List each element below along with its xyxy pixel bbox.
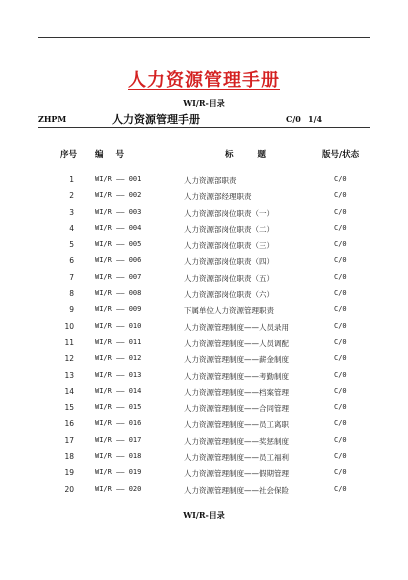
row-title: 人力资源管理制度——奖惩制度 <box>184 436 289 446</box>
table-row <box>38 273 370 289</box>
table-row <box>38 322 370 338</box>
row-code: WI/R —— 011 <box>95 337 142 346</box>
row-version: C/0 <box>334 256 347 265</box>
row-number: 1 <box>69 175 74 184</box>
row-version: C/0 <box>334 223 347 232</box>
row-code: WI/R —— 019 <box>95 468 142 477</box>
row-number: 7 <box>69 272 74 282</box>
row-version: C/0 <box>334 305 347 314</box>
row-number: 6 <box>69 256 74 266</box>
table-row <box>38 354 370 370</box>
row-number: 10 <box>64 321 74 331</box>
row-version: C/0 <box>334 435 347 444</box>
row-title: 人力资源管理制度——人员调配 <box>184 338 289 348</box>
row-title: 下属单位人力资源管理职责 <box>184 306 274 316</box>
row-version: C/0 <box>334 419 347 428</box>
row-title: 人力资源管理制度——考勤制度 <box>184 371 289 381</box>
row-title: 人力资源部职责 <box>184 176 237 185</box>
row-number: 19 <box>64 468 74 478</box>
row-code: WI/R —— 007 <box>95 272 142 281</box>
row-title: 人力资源管理制度——合同管理 <box>184 404 289 414</box>
row-version: C/0 <box>334 484 347 493</box>
row-number: 2 <box>69 191 74 201</box>
document-title: 人力资源管理手册 <box>128 70 280 91</box>
table-row <box>38 305 370 321</box>
row-title: 人力资源部岗位职责（二） <box>184 224 274 234</box>
table-row <box>38 468 370 484</box>
row-title: 人力资源管理制度——人员录用 <box>184 322 289 332</box>
table-row <box>38 338 370 354</box>
table-row <box>38 452 370 468</box>
company-code: ZHPM <box>38 114 67 124</box>
table-row <box>38 387 370 403</box>
toc-header-row <box>38 148 370 162</box>
header-rule <box>38 127 370 128</box>
row-number: 8 <box>69 289 74 299</box>
table-row <box>38 419 370 435</box>
row-version: C/0 <box>334 175 347 183</box>
row-title: 人力资源部岗位职责（一） <box>184 208 274 218</box>
row-number: 5 <box>69 240 74 250</box>
document-header <box>38 111 370 125</box>
row-code: WI/R —— 018 <box>95 452 142 461</box>
footer-document-code: WI/R-目录 <box>183 510 225 520</box>
row-version: C/0 <box>334 240 347 249</box>
top-rule <box>38 37 370 38</box>
row-code: WI/R —— 005 <box>95 240 142 249</box>
row-title: 人力资源管理制度——薪金制度 <box>184 355 289 365</box>
row-number: 15 <box>64 403 74 413</box>
row-version: C/0 <box>334 337 347 346</box>
row-title: 人力资源部岗位职责（五） <box>184 273 274 283</box>
row-version: C/0 <box>334 272 347 281</box>
row-version: C/0 <box>334 370 347 379</box>
page-number: 1/4 <box>308 114 323 124</box>
row-number: 11 <box>64 337 74 347</box>
row-number: 20 <box>64 484 74 494</box>
row-title: 人力资源管理制度——员工离职 <box>184 420 289 430</box>
row-code: WI/R —— 012 <box>95 354 142 363</box>
table-row <box>38 485 370 501</box>
row-code: WI/R —— 006 <box>95 256 142 265</box>
row-code: WI/R —— 014 <box>95 386 142 395</box>
row-title: 人力资源部经理职责 <box>184 192 252 202</box>
row-code: WI/R —— 004 <box>95 223 142 232</box>
column-header-number: 序号 <box>60 150 78 160</box>
row-code: WI/R —— 002 <box>95 191 142 200</box>
header-title: 人力资源管理手册 <box>112 113 200 126</box>
table-row <box>38 371 370 387</box>
row-number: 16 <box>64 419 74 429</box>
row-code: WI/R —— 001 <box>95 175 142 183</box>
row-version: C/0 <box>334 403 347 412</box>
table-row <box>38 403 370 419</box>
row-title: 人力资源部岗位职责（六） <box>184 290 274 300</box>
table-row <box>38 240 370 256</box>
row-version: C/0 <box>334 207 347 216</box>
row-code: WI/R —— 013 <box>95 370 142 379</box>
row-number: 13 <box>64 370 74 380</box>
row-title: 人力资源管理制度——社会保险 <box>184 485 289 495</box>
row-version: C/0 <box>334 191 347 200</box>
row-code: WI/R —— 010 <box>95 321 142 330</box>
row-title: 人力资源部岗位职责（四） <box>184 257 274 267</box>
row-code: WI/R —— 016 <box>95 419 142 428</box>
row-number: 3 <box>69 207 74 217</box>
column-header-title: 标题 <box>225 150 291 160</box>
column-header-code: 编号 <box>95 150 137 160</box>
row-version: C/0 <box>334 321 347 330</box>
table-row <box>38 175 370 191</box>
row-number: 17 <box>64 435 74 445</box>
row-code: WI/R —— 015 <box>95 403 142 412</box>
toc-rows <box>38 175 370 501</box>
table-row <box>38 191 370 207</box>
row-number: 9 <box>69 305 74 315</box>
table-row <box>38 256 370 272</box>
row-title: 人力资源管理制度——假期管理 <box>184 469 289 479</box>
row-title: 人力资源部岗位职责（三） <box>184 241 274 251</box>
table-row <box>38 436 370 452</box>
row-number: 12 <box>64 354 74 364</box>
row-code: WI/R —— 017 <box>95 435 142 444</box>
row-version: C/0 <box>334 289 347 298</box>
row-number: 14 <box>64 386 74 396</box>
table-row <box>38 224 370 240</box>
row-code: WI/R —— 020 <box>95 484 142 493</box>
table-row <box>38 289 370 305</box>
row-title: 人力资源管理制度——员工福利 <box>184 453 289 463</box>
table-of-contents <box>38 148 370 495</box>
row-version: C/0 <box>334 354 347 363</box>
table-row <box>38 208 370 224</box>
row-code: WI/R —— 008 <box>95 289 142 298</box>
column-header-version: 版号/状态 <box>322 150 360 160</box>
row-version: C/0 <box>334 452 347 461</box>
row-number: 18 <box>64 452 74 462</box>
row-version: C/0 <box>334 386 347 395</box>
row-title: 人力资源管理制度——档案管理 <box>184 387 289 397</box>
document-version: C/0 <box>286 114 301 124</box>
row-code: WI/R —— 009 <box>95 305 142 314</box>
document-code: WI/R-目录 <box>183 98 225 108</box>
row-version: C/0 <box>334 468 347 477</box>
row-number: 4 <box>69 223 74 233</box>
row-code: WI/R —— 003 <box>95 207 142 216</box>
